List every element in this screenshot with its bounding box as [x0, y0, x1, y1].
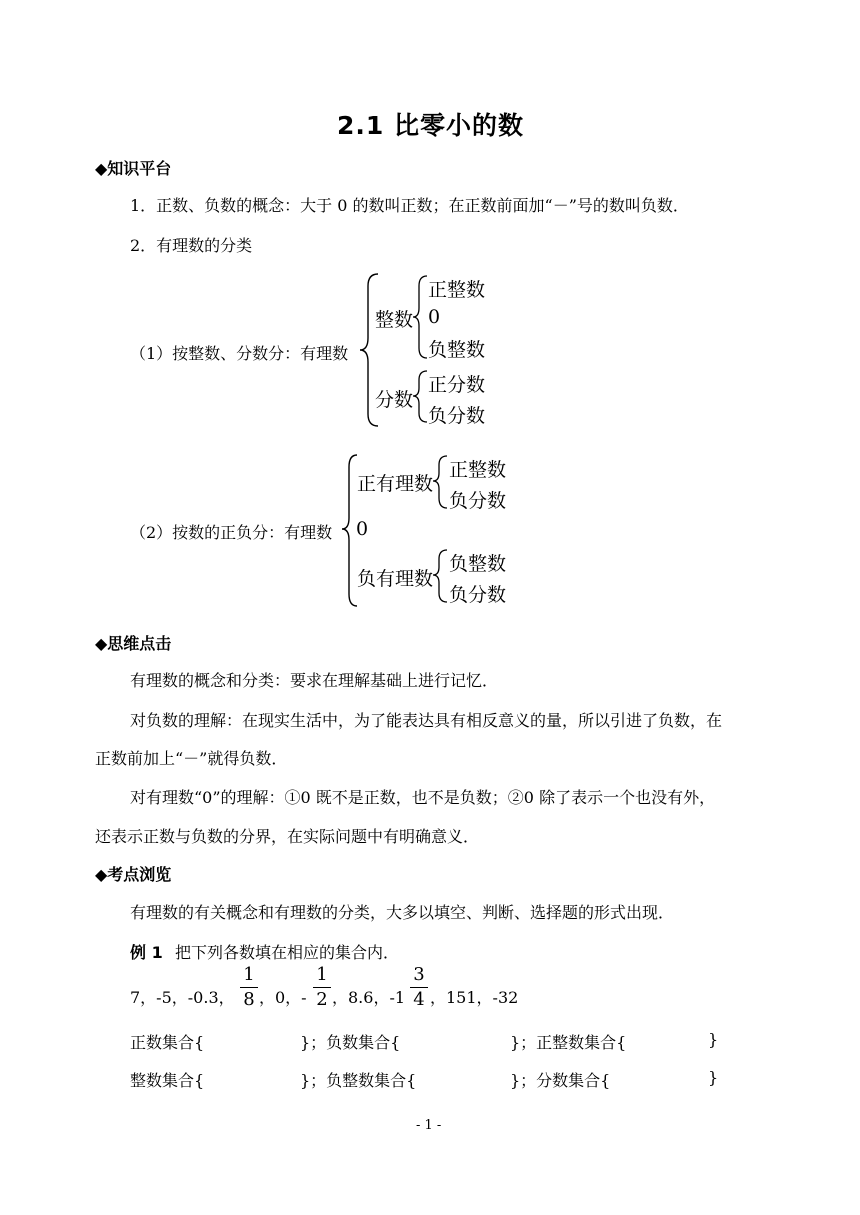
tree2-positive-rational: 正有理数: [357, 473, 434, 495]
tree2-negative-fraction: 负分数: [449, 584, 507, 606]
paragraph-zero-line2: 还表示正数与负数的分界，在实际问题中有明确意义．: [95, 827, 480, 846]
paragraph-exam-overview: 有理数的有关概念和有理数的分类，大多以填空、判断、选择题的形式出现．: [130, 903, 675, 922]
tree1-negative-fraction: 负分数: [428, 405, 486, 427]
fraction-numerator: 3: [413, 964, 425, 985]
fraction-numerator: 1: [243, 964, 255, 985]
paragraph-zero-line1: 对有理数“0”的理解：①0 既不是正数，也不是负数；②0 除了表示一个也没有外，: [130, 788, 716, 807]
paragraph-negative-line2: 正数前加上“－”就得负数．: [95, 749, 288, 768]
fraction-one-eighth: [240, 964, 258, 1011]
tree2-negative-integer: 负整数: [449, 553, 507, 575]
fraction-numerator: 1: [316, 964, 328, 985]
tree1-positive-fraction: 正分数: [428, 374, 486, 396]
page-title: 2.1 比零小的数: [337, 111, 524, 140]
paragraph-classification: 2．有理数的分类: [130, 236, 253, 255]
fraction-bar: [240, 987, 258, 988]
set-integer-open: 整数集合{: [130, 1071, 205, 1090]
set-negative-open: }；负数集合{: [300, 1033, 401, 1052]
set-fraction-open: }；分数集合{: [510, 1071, 611, 1090]
tree1-negative-integer: 负整数: [428, 339, 486, 361]
fraction-denominator: 2: [316, 989, 328, 1010]
number-list-part-d: ，151，-32: [430, 988, 519, 1007]
fraction-three-quarters: [410, 964, 428, 1011]
page-number: - 1 -: [416, 1118, 442, 1133]
set-positive-integer-open: }；正整数集合{: [510, 1033, 627, 1052]
set-positive-open: 正数集合{: [130, 1033, 205, 1052]
tree2-negative-rational: 负有理数: [357, 568, 434, 590]
fraction-bar: [410, 987, 428, 988]
fraction-one-half: [313, 964, 331, 1011]
tree1-zero: 0: [428, 306, 441, 328]
fraction-bar: [313, 987, 331, 988]
number-list-part-a: 7，-5，-0.3，: [130, 988, 235, 1007]
set-negative-integer-open: }；负整数集合{: [300, 1071, 417, 1090]
section-heading-exam: ◆考点浏览: [95, 865, 172, 884]
paragraph-definition: 1．正数、负数的概念：大于 0 的数叫正数；在正数前面加“－”号的数叫负数．: [130, 196, 689, 215]
tree1-integer: 整数: [375, 309, 414, 331]
tree2-zero: 0: [356, 518, 369, 540]
fraction-denominator: 4: [413, 989, 425, 1010]
tree2-negative-fraction-upper: 负分数: [449, 490, 507, 512]
fraction-denominator: 8: [243, 989, 255, 1010]
paragraph-negative-line1: 对负数的理解：在现实生活中，为了能表达具有相反意义的量，所以引进了负数，在: [130, 711, 723, 730]
set-row1-close: }: [708, 1030, 719, 1049]
set-row2-close: }: [708, 1068, 719, 1087]
example-label: 例 1: [130, 943, 163, 962]
tree1-positive-integer: 正整数: [428, 279, 486, 301]
number-list-part-b: ，0，-: [259, 988, 307, 1007]
section-heading-thinking: ◆思维点击: [95, 634, 172, 653]
tree1-fraction: 分数: [375, 389, 414, 411]
example-instruction: 把下列各数填在相应的集合内．: [175, 943, 400, 962]
tree1-label: （1）按整数、分数分：有理数: [130, 344, 349, 363]
section-heading-knowledge: ◆知识平台: [95, 159, 172, 178]
number-list-part-c: ，8.6，-1: [332, 988, 406, 1007]
tree2-label: （2）按数的正负分：有理数: [130, 523, 333, 542]
paragraph-concept: 有理数的概念和分类：要求在理解基础上进行记忆．: [130, 671, 499, 690]
tree2-positive-integer: 正整数: [449, 459, 507, 481]
